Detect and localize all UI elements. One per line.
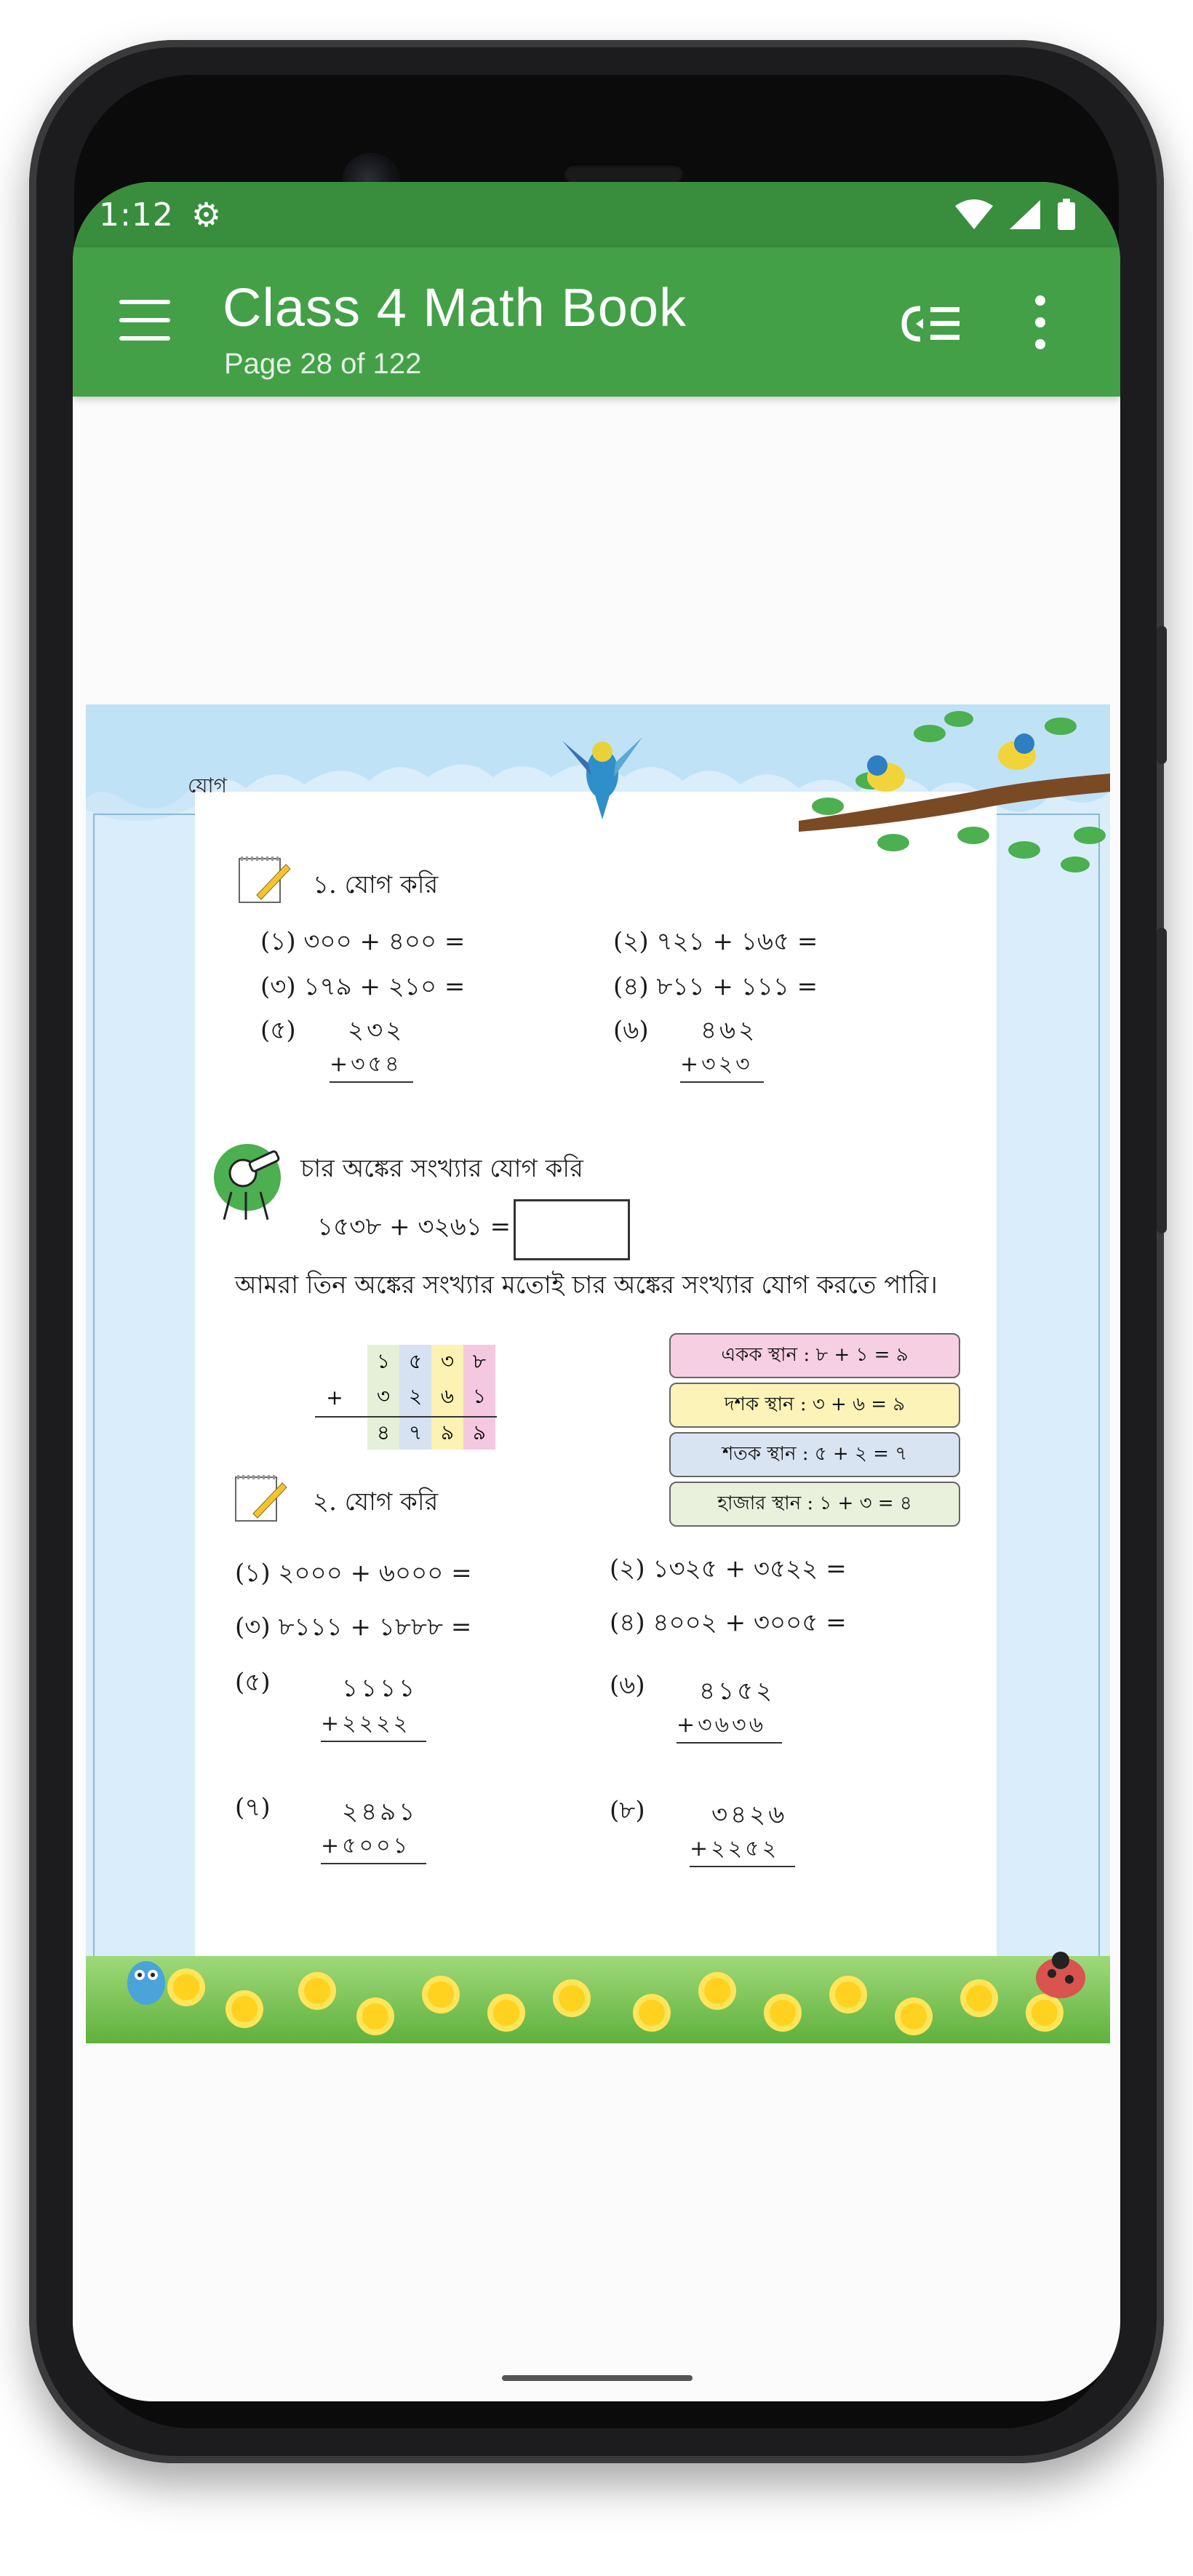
- flower-decoration: [835, 1981, 861, 2008]
- problem-1-6-bottom: +৩২৩: [680, 1052, 753, 1077]
- problem-2-3: (৩) ৮১১১ + ১৮৮৮ =: [235, 1613, 472, 1642]
- notebook-pencil-icon-2: [231, 1468, 288, 1525]
- screen: [73, 182, 1120, 2401]
- problem-2-5-bottom: +২২২২: [321, 1711, 411, 1736]
- flower-decoration: [639, 2000, 665, 2026]
- grid-r2-c4: ১: [472, 1383, 487, 1408]
- flower-decoration: [362, 2003, 388, 2030]
- problem-2-8-bottom: +২২৫২: [690, 1836, 780, 1861]
- problem-2-2: (২) ১৩২৫ + ৩৫২২ =: [610, 1554, 847, 1583]
- hundreds-place-box: শতক স্থান : ৫ + ২ = ৭: [669, 1432, 960, 1477]
- chapter-tag: যোগ: [188, 774, 227, 798]
- book-page: [86, 704, 1110, 2043]
- flower-decoration: [231, 1996, 258, 2022]
- grid-r1-c1: ১: [376, 1348, 391, 1373]
- grid-r3-c1: ৪: [376, 1420, 391, 1444]
- problem-1-3: (৩) ১৭৯ + ২১০ =: [260, 972, 466, 1001]
- problem-2-5-line: [321, 1741, 426, 1742]
- problem-2-6-label: (৬): [610, 1671, 645, 1700]
- tens-place-box: দশক স্থান : ৩ + ৬ = ৯: [669, 1383, 960, 1428]
- app-bar: [73, 247, 1120, 397]
- problem-1-6-top: ৪৬২: [701, 1016, 758, 1045]
- problem-1-6-line: [680, 1081, 764, 1083]
- grid-r1-c3: ৩: [440, 1348, 455, 1373]
- problem-1-4: (৪) ৮১১ + ১১১ =: [613, 972, 818, 1001]
- problem-2-7-bottom: +৫০০১: [321, 1833, 411, 1859]
- page-indicator: Page 28 of 122: [224, 348, 422, 380]
- section1-heading: ১. যোগ করি: [313, 870, 439, 899]
- problem-2-5-label: (৫): [235, 1668, 271, 1697]
- grid-r2-c2: ২: [408, 1383, 423, 1408]
- volume-button: [1157, 928, 1167, 1233]
- bird-illustration: [559, 719, 646, 821]
- status-time: 1:12: [99, 196, 174, 234]
- problem-2-7-line: [321, 1863, 426, 1864]
- home-indicator[interactable]: [502, 2375, 693, 2381]
- power-button: [1157, 626, 1167, 764]
- problem-2-7-top: ২৪৯১: [342, 1797, 418, 1826]
- section2-heading: ২. যোগ করি: [313, 1487, 439, 1516]
- table-of-contents-icon[interactable]: [898, 298, 964, 349]
- problem-1-5-label: (৫): [260, 1016, 296, 1045]
- settings-gear-icon: ⚙: [191, 195, 222, 234]
- problem-2-8-top: ৩৪২৬: [711, 1800, 788, 1829]
- grid-r3-c2: ৭: [408, 1420, 423, 1444]
- more-options-icon[interactable]: [1026, 290, 1055, 355]
- flower-decoration: [770, 2000, 796, 2026]
- flower-decoration: [173, 1974, 199, 2000]
- four-digit-heading: চার অঙ্কের সংখ্যার যোগ করি: [300, 1154, 583, 1183]
- ladybug-illustration: [1032, 1949, 1090, 2000]
- problem-2-8-line: [690, 1866, 795, 1867]
- problem-2-6-top: ৪১৫২: [699, 1677, 775, 1706]
- thousands-place-box: হাজার স্থান : ১ + ৩ = ৪: [669, 1482, 960, 1527]
- flower-decoration: [901, 2003, 927, 2030]
- problem-2-1: (১) ২০০০ + ৬০০০ =: [235, 1559, 472, 1588]
- flower-decoration: [704, 1978, 730, 2004]
- problem-1-5-bottom: +৩৫৪: [330, 1052, 402, 1077]
- flower-decoration: [559, 1985, 585, 2011]
- problem-2-4: (৪) ৪০০২ + ৩০০৫ =: [610, 1608, 847, 1637]
- four-digit-explanation: আমরা তিন অঙ্কের সংখ্যার মতোই চার অঙ্কের সংখ্যার যোগ করতে পারি।: [235, 1271, 938, 1300]
- earpiece-speaker: [564, 164, 684, 183]
- problem-2-5-top: ১১১১: [342, 1674, 418, 1703]
- telescope-kid-icon: [210, 1141, 290, 1221]
- grid-r1-c2: ৫: [408, 1348, 423, 1373]
- flower-decoration: [428, 1981, 454, 2008]
- bug-illustration: [121, 1950, 172, 2008]
- app-title: Class 4 Math Book: [223, 277, 687, 338]
- grid-r3-c4: ৯: [472, 1420, 487, 1444]
- problem-1-2: (২) ৭২১ + ১৬৫ =: [613, 927, 818, 956]
- problem-1-1: (১) ৩০০ + ৪০০ =: [260, 927, 466, 956]
- problem-1-6-label: (৬): [613, 1016, 649, 1045]
- menu-icon[interactable]: [119, 300, 170, 341]
- problem-2-8-label: (৮): [610, 1796, 645, 1825]
- problem-1-5-top: ২৩২: [348, 1016, 405, 1045]
- flower-decoration: [1032, 2000, 1058, 2026]
- wifi-icon: [954, 199, 994, 231]
- problem-1-5-line: [330, 1081, 413, 1083]
- answer-box: [514, 1199, 630, 1260]
- status-icons: [954, 198, 1077, 231]
- four-digit-equation: ১৫৩৮ + ৩২৬১ =: [317, 1212, 511, 1241]
- grid-r2-c3: ৬: [440, 1383, 455, 1408]
- battery-icon: [1056, 198, 1077, 231]
- grid-plus-sign: +: [326, 1385, 343, 1410]
- flower-decoration: [493, 2000, 519, 2026]
- ones-place-box: একক স্থান : ৮ + ১ = ৯: [669, 1333, 960, 1378]
- problem-2-6-bottom: +৩৬৩৬: [677, 1712, 767, 1738]
- grid-r2-c1: ৩: [376, 1383, 391, 1408]
- grid-r3-c3: ৯: [440, 1420, 455, 1444]
- flower-decoration: [966, 1985, 992, 2011]
- tree-branch-illustration: [784, 704, 1110, 894]
- problem-2-6-line: [677, 1742, 782, 1744]
- notebook-pencil-icon: [235, 850, 292, 907]
- signal-icon: [1008, 199, 1042, 231]
- problem-2-7-label: (৭): [235, 1793, 271, 1822]
- flower-decoration: [304, 1978, 330, 2004]
- grid-r1-c4: ৮: [472, 1348, 487, 1373]
- status-bar: [73, 182, 1120, 247]
